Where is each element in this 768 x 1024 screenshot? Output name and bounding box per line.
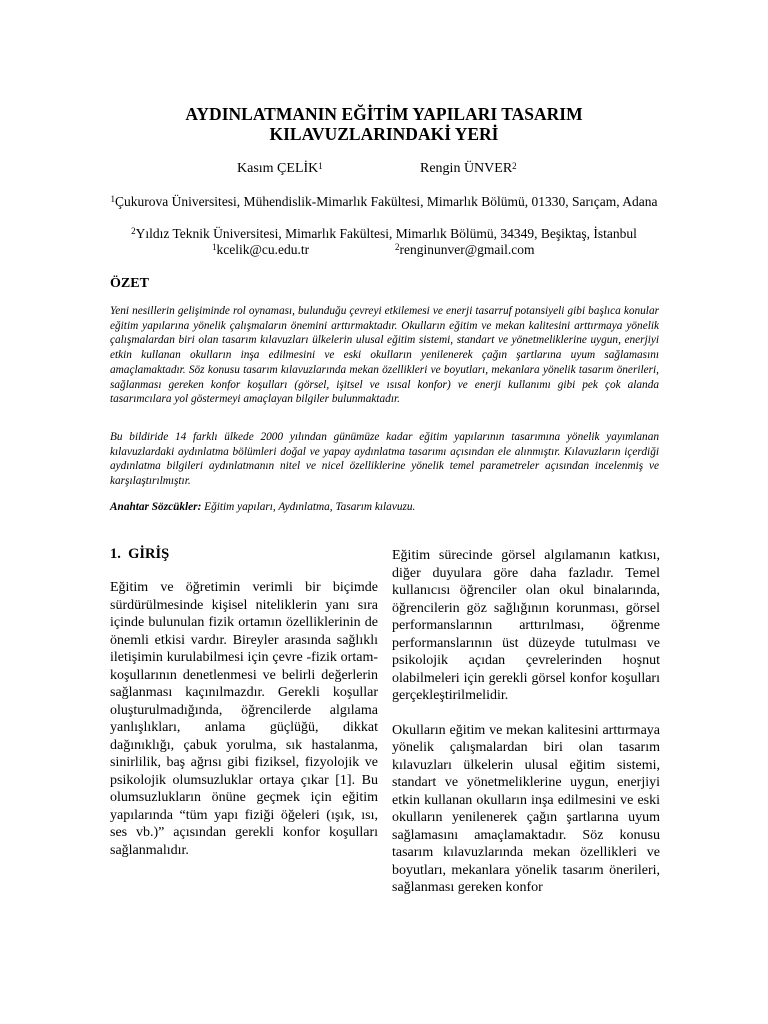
author-2-name: Rengin ÜNVER xyxy=(420,161,513,176)
affiliation-1 xyxy=(100,194,668,210)
email-1-sup: 1 xyxy=(212,242,217,252)
right-column-paragraph-1: Eğitim sürecinde görsel algılamanın katkısı, diğer duyulara göre daha fazladır. Temel kullanıcısı öğrenciler olan okul binalarında, öğrencilerin göz sağlığının korunması, görsel performanslarının arttırılması, öğrenme performanslarının üst düzeyde tutulması ve psikolojik açıdan çevrelerinden hoşnut olabilmeleri için gerekli görsel konfor koşulları gerçekleştirilmelidir. xyxy=(392,548,660,703)
affiliation-2-sup: 2 xyxy=(131,226,136,236)
keywords-text: Eğitim yapıları, Aydınlatma, Tasarım kılavuzu. xyxy=(201,501,416,513)
email-2-sup: 2 xyxy=(395,242,400,252)
email-1 xyxy=(212,242,309,258)
email-1-text: kcelik@cu.edu.tr xyxy=(216,242,310,257)
email-2 xyxy=(395,242,535,258)
section-heading-giris: 1. GİRİŞ xyxy=(110,546,170,562)
email-2-text: renginunver@gmail.com xyxy=(399,242,535,257)
keywords-label: Anahtar Sözcükler: xyxy=(110,501,202,513)
paper-title-line-1: AYDINLATMANIN EĞİTİM YAPILARI TASARIM xyxy=(185,104,583,124)
author-1 xyxy=(237,160,323,178)
paper-title-line-2: KILAVUZLARINDAKİ YERİ xyxy=(269,124,499,144)
affiliation-1-text: Çukurova Üniversitesi, Mühendislik-Mimarlık Fakültesi, Mimarlık Bölümü, 01330, Sarıçam, Adana xyxy=(114,194,658,209)
author-2 xyxy=(420,160,517,178)
abstract-paragraph-1: Yeni nesillerin gelişiminde rol oynaması, bulunduğu çevreyi etkilemesi ve enerji tasarruf potansiyeli gibi başlıca konular eğitim yapılarına yönelik çalışmaların önemini arttırmaktadır. Okulların eğitim ve mekan kalitesini arttırmaya yönelik çalışmalardan biri olan tasarım kılavuzları ülkelerin ulusal eğitim sistemi, standart ve yönetmeliklerine uygun, enerjiyi etkin kullanan okulların inşa edilmesini ve eski okulların yenilenerek çağın şartlarına uyum sağlamasını amaçlamaktadır. Söz konusu tasarım kılavuzlarında mekan özellikleri ve boyutları, mekanlara yönelik tasarım önerileri, sağlanması gereken konfor koşulları (görsel, işitsel ve ısısal konfor) ve enerji kullanımı gibi pek çok alanda tasarımcılara yol göstermeyi amaçlayan bilgiler bulunmaktadır. xyxy=(110,305,659,406)
abstract-heading: ÖZET xyxy=(110,276,149,291)
right-column xyxy=(392,547,660,897)
author-1-sup: 1 xyxy=(318,161,323,171)
affiliation-2 xyxy=(100,226,668,242)
affiliation-2-text: Yıldız Teknik Üniversitesi, Mimarlık Fakültesi, Mimarlık Bölümü, 34349, Beşiktaş, İstanbul xyxy=(135,226,637,241)
right-column-paragraph-2: Okulların eğitim ve mekan kalitesini arttırmaya yönelik çalışmalardan biri olan tasarım kılavuzları ülkelerin ulusal eğitim sistemi, standart ve yönetmeliklerine uygun, enerjiyi etkin kullanan okulların inşa edilmesini ve eski okulların yenilenerek çağın şartlarına uyum sağlamasını amaçlamaktadır. Söz konusu tasarım kılavuzlarında mekan özellikleri ve boyutları, mekanlara yönelik tasarım önerileri, sağlanması gereken konfor xyxy=(392,722,660,895)
paper-title xyxy=(100,104,668,144)
affiliation-1-sup: 1 xyxy=(110,194,115,204)
author-2-sup: 2 xyxy=(512,161,517,171)
left-column-paragraph-1: Eğitim ve öğretimin verimli bir biçimde sürdürülmesinde kişisel niteliklerin yanı sıra içinde bulunulan fizik ortamın özelliklerinin de önemli etkisi vardır. Bireyler arasında sağlıklı iletişimin kurulabilmesi için çevre -fizik ortam-koşullarının denetlenmesi ve belirli değerlerin sağlanması kaçınılmazdır. Gerekli koşullar oluşturulmadığında, öğrencilerde algılama yanlışlıkları, anlama güçlüğü, dikkat dağınıklığı, çabuk yorulma, sık hastalanma, sinirlilik, baş ağrısı gibi fiziksel, fizyolojik ve psikolojik olumsuzluklar ortaya çıkar [1]. Bu olumsuzlukların önüne geçmek için eğitim yapılarında “tüm yapı fiziği öğeleri (ışık, ısı, ses vb.)” açısından gerekli konfor koşulları sağlanmalıdır. xyxy=(110,580,378,858)
left-column xyxy=(110,579,378,859)
author-1-name: Kasım ÇELİK xyxy=(237,161,319,176)
keywords xyxy=(110,500,659,514)
abstract-paragraph-2: Bu bildiride 14 farklı ülkede 2000 yılından günümüze kadar eğitim yapılarının tasarımına yönelik yayımlanan kılavuzlardaki aydınlatma bölümleri doğal ve yapay aydınlatma tasarımı açısından ele alınmıştır. Kılavuzların içerdiği aydınlatma bilgileri aydınlatmanın nitel ve nicel özelliklerine yönelik temel parametreler açısından incelenmiş ve karşılaştırılmıştır. xyxy=(110,431,659,488)
